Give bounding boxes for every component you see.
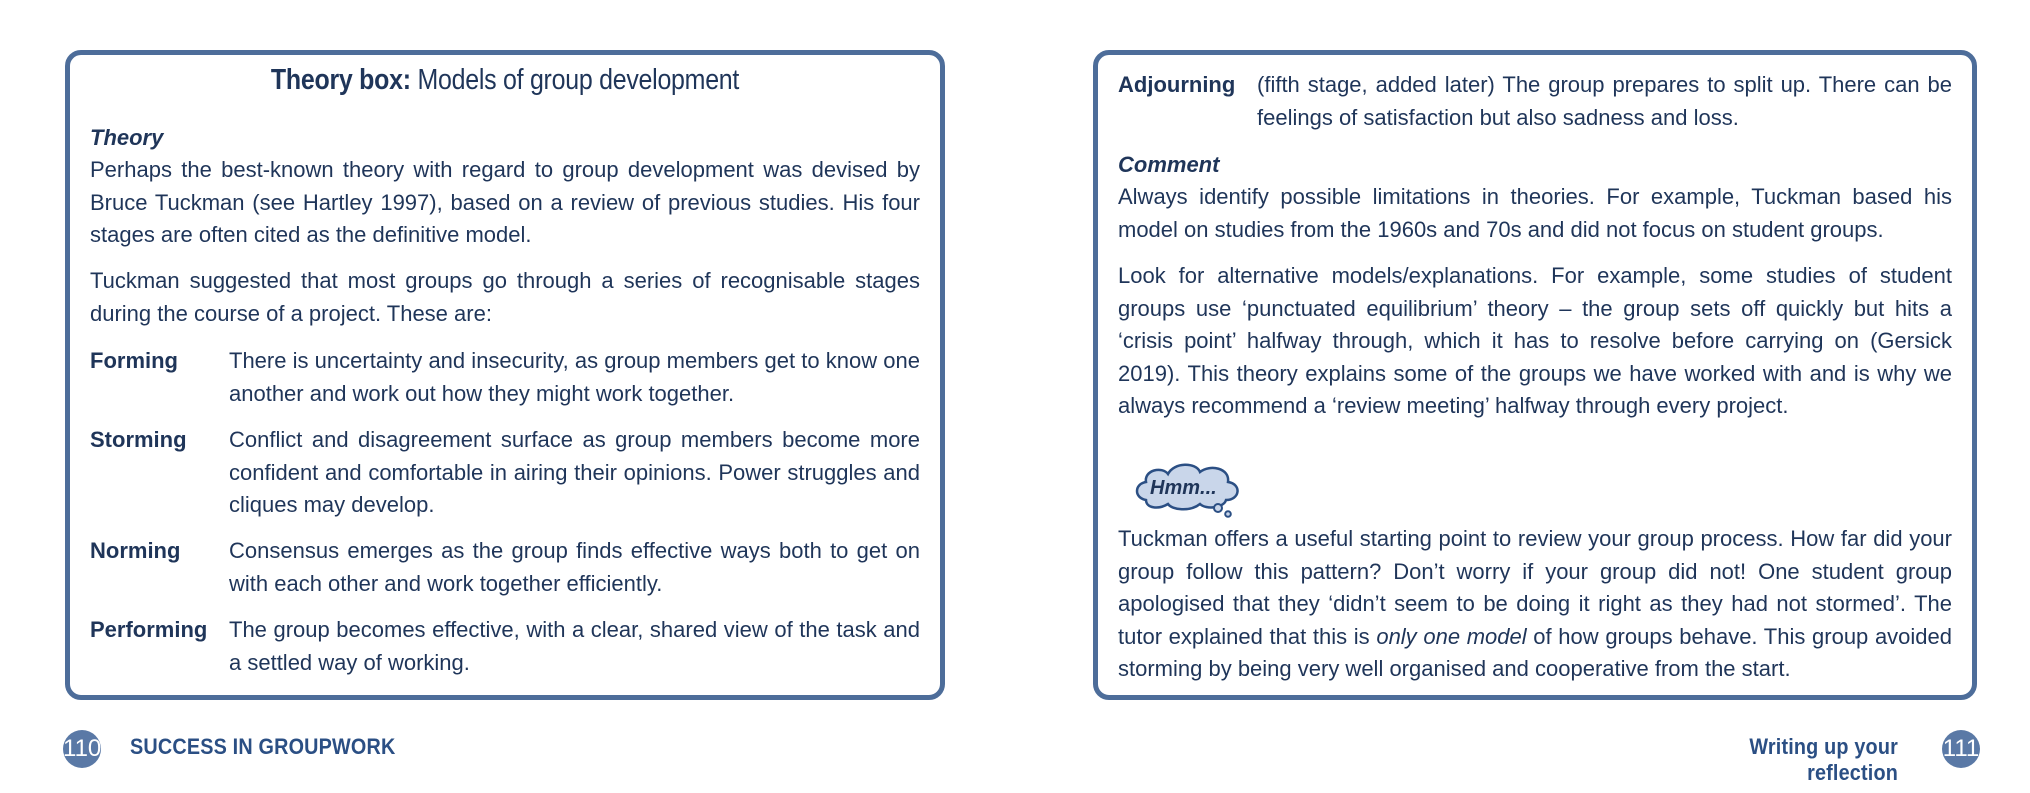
stage-norming: [90, 535, 920, 600]
hmm-text-after: of how groups behave. This group avoided storming by being very well organised and cooperative from the start.: [1118, 623, 1953, 681]
stage-term: Forming: [90, 348, 178, 373]
stage-definition: The group becomes effective, with a clear, shared view of the task and a settled way of working.: [229, 617, 920, 675]
stage-definition: There is uncertainty and insecurity, as group members get to know one another and work out how they might work together.: [229, 348, 920, 406]
stage-term: Storming: [90, 427, 187, 452]
stage-adjourning: [1118, 69, 1952, 134]
stage-performing: [90, 614, 920, 679]
right-running-title: Writing up your reflection: [1749, 734, 1898, 785]
hmm-text-before: Tuckman offers a useful starting point to review your group process. How far did your group follow this pattern? Don’t worry if your group did not! One student group apologised that they ‘didn’t seem to be doing it right as they had not stormed’. The tutor explained that this is: [1118, 526, 1952, 649]
stage-storming: [90, 424, 920, 522]
stage-definition: Consensus emerges as the group finds effective ways both to get on with each other and work together efficiently.: [229, 538, 920, 596]
title-bold: Theory box:: [270, 64, 411, 96]
comment-heading: Comment: [1118, 152, 1220, 177]
theory-box: [65, 50, 945, 700]
left-running-title: SUCCESS IN GROUPWORK: [130, 734, 396, 759]
stage-forming: [90, 345, 920, 410]
right-page-number: 111: [1942, 730, 1980, 768]
theory-paragraph-2: Tuckman suggested that most groups go through a series of recognisable stages during the course of a project. These are:: [90, 268, 920, 326]
hmm-text-italic: only one model: [1376, 623, 1527, 649]
stage-definition: Conflict and disagreement surface as group members become more confident and comfortable in airing their opinions. Power struggles and cliques may develop.: [229, 427, 920, 517]
left-page-number: 110: [63, 730, 101, 768]
title-rest: Models of group development: [410, 64, 740, 96]
stage-term: Performing: [90, 617, 208, 642]
thought-bubble-icon: [1132, 458, 1244, 518]
comment-paragraph-1: Always identify possible limitations in theories. For example, Tuckman based his model on studies from the 1960s and 70s and did not focus on student groups.: [1118, 184, 1952, 242]
comment-box: [1093, 50, 1977, 700]
theory-heading: Theory: [90, 125, 164, 150]
stage-definition: (fifth stage, added later) The group prepares to split up. There can be feelings of satisfaction but also sadness and loss.: [1257, 72, 1952, 130]
comment-paragraph-2: Look for alternative models/explanations. For example, some studies of student groups use ‘punctuated equilibrium’ theory – the group sets off quickly but hits a ‘crisis point’ halfway through, which it has to resolve before carrying on (Gersick 2019). This theory explains some of the groups we have worked with and is why we always recommend a ‘review meeting’ halfway through every project.: [1118, 263, 1952, 418]
hmm-paragraph: [1118, 523, 1952, 686]
theory-box-title: [131, 64, 879, 97]
theory-paragraph-1: Perhaps the best-known theory with regard to group development was devised by Bruce Tuckman (see Hartley 1997), based on a review of previous studies. His four stages are often cited as the definitive model.: [90, 157, 920, 247]
stage-term: Norming: [90, 538, 181, 563]
stage-term: Adjourning: [1118, 72, 1236, 97]
hmm-label: Hmm...: [1150, 477, 1217, 499]
